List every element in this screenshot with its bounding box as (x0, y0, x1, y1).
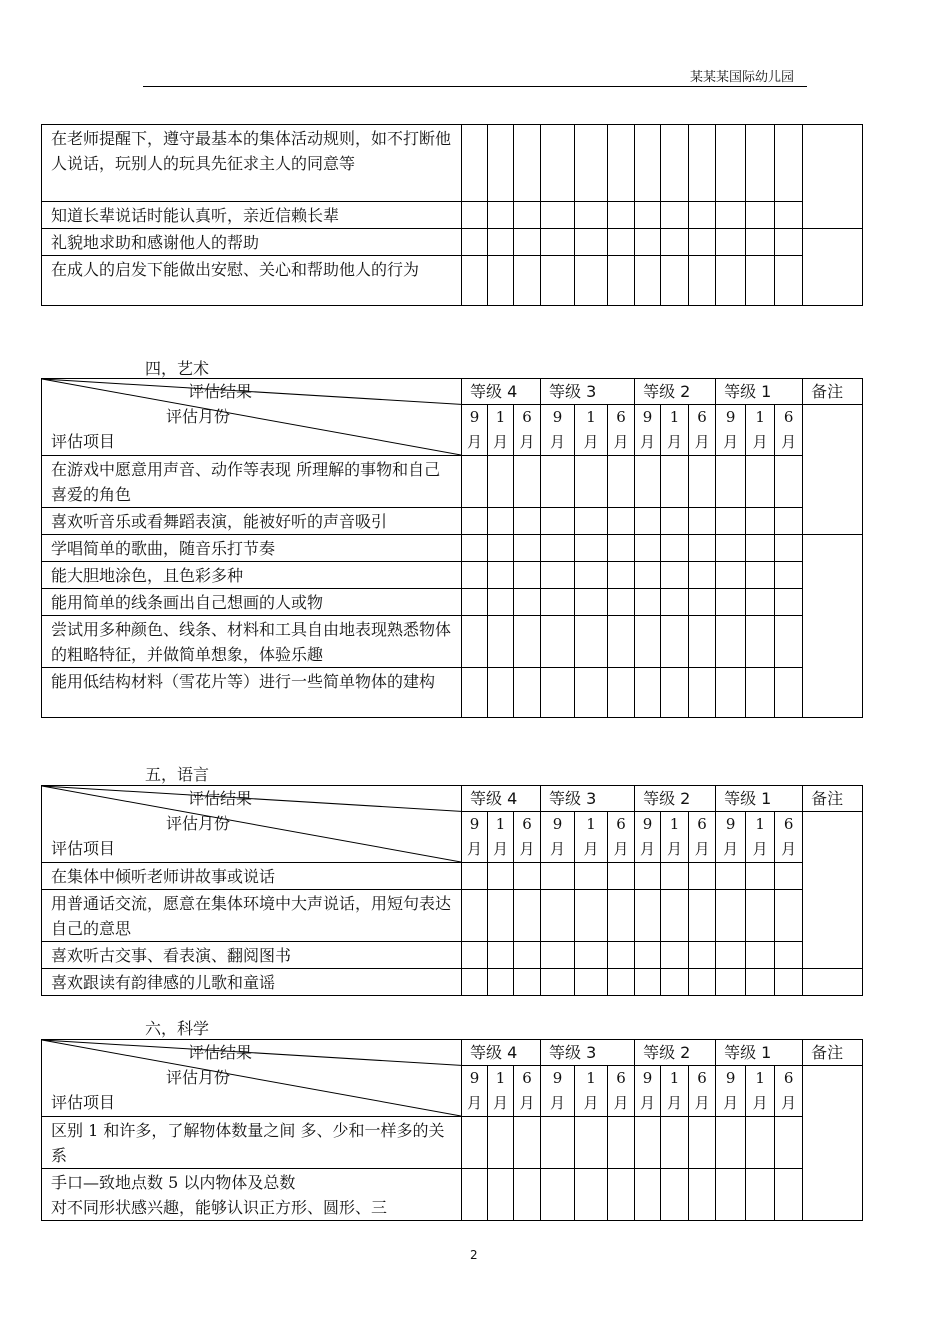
remark-cell (803, 229, 863, 306)
month-cell: 1 月 (661, 1066, 689, 1117)
month-cell: 6 月 (608, 812, 635, 863)
social-table-continued (41, 124, 863, 306)
item-text: 喜欢听古交事、看表演、翻阅图书 (42, 942, 462, 969)
diagonal-header-cell (42, 786, 462, 863)
header-row (42, 379, 863, 405)
result-label: 评估结果 (188, 382, 253, 401)
table-row (42, 1117, 863, 1169)
month-cell: 9 月 (635, 405, 661, 456)
header-rule (143, 86, 807, 87)
section-title-science: 六，科学 (145, 1019, 210, 1038)
month-cell: 6 月 (514, 405, 541, 456)
section-title-language: 五，语言 (145, 765, 210, 784)
remark-cell (803, 405, 863, 535)
month-cell: 1 月 (488, 812, 514, 863)
month-cell: 6 月 (689, 405, 716, 456)
result-label: 评估结果 (188, 1043, 253, 1062)
table-row (42, 535, 863, 562)
table-row (42, 668, 863, 718)
item-text: 礼貌地求助和感谢他人的帮助 (42, 229, 462, 256)
month-cell: 1 月 (575, 812, 608, 863)
item-text: 知道长辈说话时能认真听，亲近信赖长辈 (42, 202, 462, 229)
month-cell: 6 月 (689, 812, 716, 863)
month-cell: 9 月 (541, 812, 575, 863)
month-cell: 1 月 (488, 405, 514, 456)
grade-3-header: 等级 3 (541, 1040, 635, 1066)
month-label: 评估月份 (166, 814, 231, 833)
table-row (42, 942, 863, 969)
month-cell: 9 月 (635, 1066, 661, 1117)
month-cell: 6 月 (689, 1066, 716, 1117)
table-row (42, 229, 863, 256)
month-cell: 9 月 (462, 812, 488, 863)
table-row (42, 589, 863, 616)
month-cell: 1 月 (746, 405, 775, 456)
table-row (42, 562, 863, 589)
table-row (42, 202, 863, 229)
month-cell: 9 月 (541, 405, 575, 456)
remark-cell (803, 969, 863, 996)
header-school-name: 某某某国际幼儿园 (690, 70, 795, 85)
item-text: 尝试用多种颜色、线条、材料和工具自由地表现熟悉物体的粗略特征，并做简单想象，体验乐趣 (42, 616, 462, 668)
header-row (42, 1040, 863, 1066)
diagonal-header-cell (42, 379, 462, 456)
table-row (42, 890, 863, 942)
item-text: 学唱简单的歌曲，随音乐打节奏 (42, 535, 462, 562)
month-cell: 6 月 (514, 1066, 541, 1117)
month-cell: 6 月 (608, 1066, 635, 1117)
item-text: 对不同形状感兴趣，能够认识正方形、圆形、三 (51, 1198, 388, 1217)
item-text: 在老师提醒下，遵守最基本的集体活动规则，如不打断他人说话，玩别人的玩具先征求主人的同意等 (42, 125, 462, 202)
page-number: 2 (470, 1248, 478, 1262)
month-cell: 6 月 (775, 405, 803, 456)
table-row (42, 616, 863, 668)
item-label: 评估项目 (51, 1093, 116, 1112)
month-cell: 6 月 (608, 405, 635, 456)
language-table (41, 785, 863, 996)
month-cell: 1 月 (746, 1066, 775, 1117)
art-table (41, 378, 863, 718)
month-cell: 9 月 (716, 1066, 746, 1117)
month-cell: 9 月 (716, 405, 746, 456)
result-label: 评估结果 (188, 789, 253, 808)
grade-2-header: 等级 2 (635, 379, 716, 405)
remark-header: 备注 (803, 786, 863, 812)
month-label: 评估月份 (166, 407, 231, 426)
month-cell: 6 月 (514, 812, 541, 863)
item-text: 用普通话交流，愿意在集体环境中大声说话，用短句表达自己的意思 (42, 890, 462, 942)
remark-cell (803, 535, 863, 718)
item-text: 在集体中倾听老师讲故事或说话 (42, 863, 462, 890)
grade-2-header: 等级 2 (635, 1040, 716, 1066)
grade-3-header: 等级 3 (541, 786, 635, 812)
month-cell: 9 月 (716, 812, 746, 863)
item-text: 手口—致地点数 5 以内物体及总数 (51, 1173, 296, 1192)
remark-header: 备注 (803, 379, 863, 405)
table-row (42, 1169, 863, 1221)
grade-4-header: 等级 4 (462, 786, 541, 812)
item-label: 评估项目 (51, 432, 116, 451)
header-row (42, 786, 863, 812)
grade-4-header: 等级 4 (462, 379, 541, 405)
remark-cell (803, 1066, 863, 1221)
item-text: 喜欢听音乐或看舞蹈表演，能被好听的声音吸引 (42, 508, 462, 535)
grade-3-header: 等级 3 (541, 379, 635, 405)
month-cell: 1 月 (575, 405, 608, 456)
month-cell: 6 月 (775, 1066, 803, 1117)
item-text: 在成人的启发下能做出安慰、关心和帮助他人的行为 (42, 256, 462, 306)
grade-2-header: 等级 2 (635, 786, 716, 812)
month-cell: 1 月 (661, 405, 689, 456)
month-cell: 9 月 (541, 1066, 575, 1117)
section-title-art: 四，艺术 (145, 359, 210, 378)
science-table (41, 1039, 863, 1221)
month-cell: 1 月 (661, 812, 689, 863)
month-cell: 1 月 (488, 1066, 514, 1117)
item-label: 评估项目 (51, 839, 116, 858)
item-text: 能用简单的线条画出自己想画的人或物 (42, 589, 462, 616)
grade-1-header: 等级 1 (716, 786, 803, 812)
grade-1-header: 等级 1 (716, 1040, 803, 1066)
month-cell: 1 月 (575, 1066, 608, 1117)
table-row (42, 125, 863, 202)
month-label: 评估月份 (166, 1068, 231, 1087)
remark-cell (803, 812, 863, 969)
grade-1-header: 等级 1 (716, 379, 803, 405)
remark-cell (803, 125, 863, 229)
month-cell: 9 月 (635, 812, 661, 863)
item-text: 区别 1 和许多，了解物体数量之间 多、少和一样多的关系 (42, 1117, 462, 1169)
month-cell: 1 月 (746, 812, 775, 863)
item-text: 喜欢跟读有韵律感的儿歌和童谣 (42, 969, 462, 996)
month-cell: 9 月 (462, 405, 488, 456)
diagonal-header-cell (42, 1040, 462, 1117)
month-cell: 9 月 (462, 1066, 488, 1117)
grade-4-header: 等级 4 (462, 1040, 541, 1066)
remark-header: 备注 (803, 1040, 863, 1066)
item-text: 能用低结构材料（雪花片等）进行一些简单物体的建构 (42, 668, 462, 718)
table-row (42, 863, 863, 890)
item-text: 能大胆地涂色，且色彩多种 (42, 562, 462, 589)
table-row (42, 508, 863, 535)
table-row (42, 456, 863, 508)
item-text-group (42, 1169, 462, 1221)
table-row (42, 969, 863, 996)
table-row (42, 256, 863, 306)
item-text: 在游戏中愿意用声音、动作等表现 所理解的事物和自己喜爱的角色 (42, 456, 462, 508)
month-cell: 6 月 (775, 812, 803, 863)
